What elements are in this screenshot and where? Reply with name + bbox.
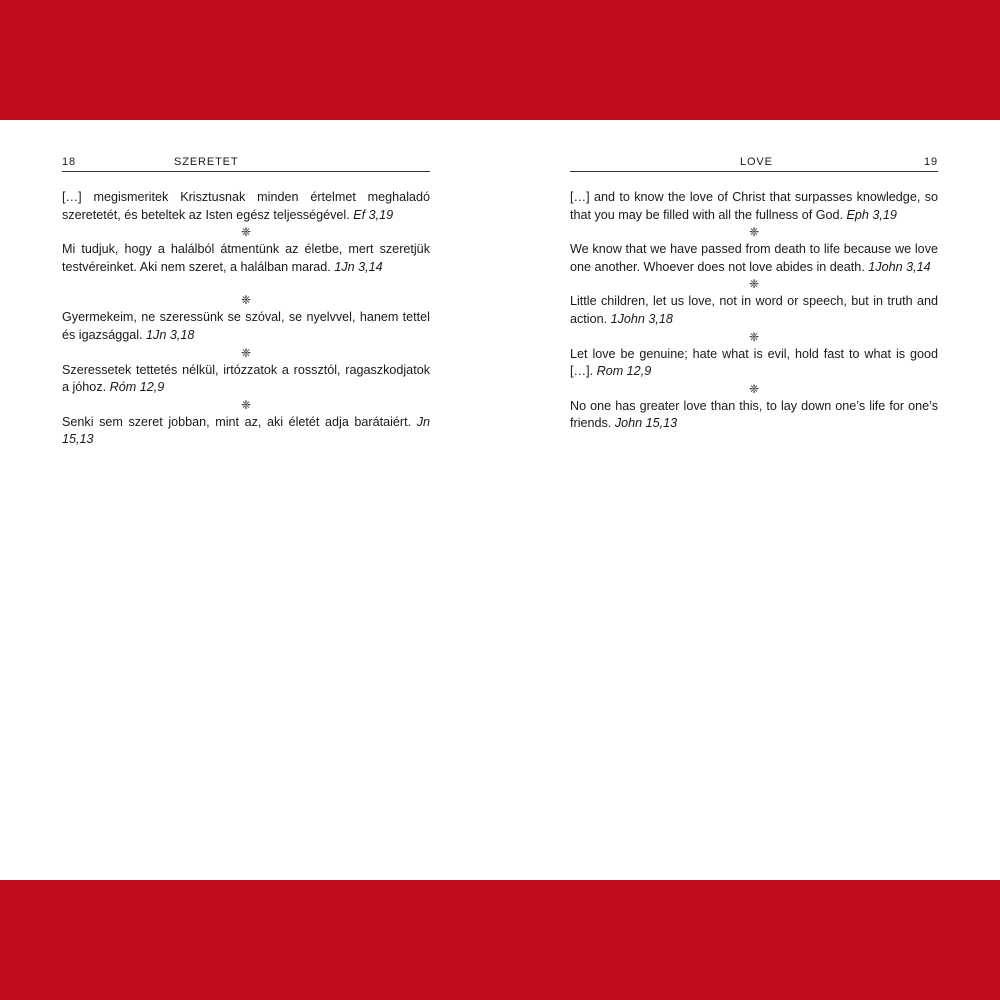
verse-text: Szeressetek tettetés nélkül, irtózzatok a rossztól, ragaszkodjatok a jóhoz. — [62, 362, 430, 395]
verse-text: Gyermekeim, ne szeressünk se szóval, se nyelvvel, hanem tettel és igazsággal. — [62, 310, 430, 342]
verse-text: Let love be genuine; hate what is evil, hold fast to what is good […]. — [570, 346, 938, 379]
left-page-body — [62, 189, 430, 449]
left-page — [62, 155, 430, 449]
right-running-title: LOVE — [740, 156, 773, 168]
verse-text: We know that we have passed from death to life because we love one another. Whoever does not love abides in death. — [570, 242, 938, 274]
left-page-number: 18 — [62, 156, 76, 168]
separator-ornament: ❈ — [240, 397, 252, 412]
verse — [570, 398, 938, 433]
right-page-header — [570, 155, 938, 172]
verse-reference: Jn 15,13 — [62, 414, 430, 447]
verse-reference: John 15,13 — [614, 416, 678, 431]
verse-text: Little children, let us love, not in word or speech, but in truth and action. — [570, 294, 938, 326]
separator-ornament: ❈ — [748, 225, 760, 240]
left-page-header — [62, 155, 430, 172]
verse — [62, 362, 430, 397]
verse — [570, 189, 938, 224]
left-running-title: SZERETET — [174, 156, 239, 168]
verse — [62, 241, 430, 276]
separator-ornament: ❈ — [240, 345, 252, 360]
verse-reference: 1John 3,18 — [610, 311, 673, 326]
separator-ornament: ❈ — [748, 381, 760, 396]
verse — [570, 241, 938, 276]
verse-reference: 1Jn 3,18 — [146, 327, 195, 342]
verse — [62, 414, 430, 449]
separator-ornament: ❈ — [240, 293, 252, 308]
verse — [62, 309, 430, 344]
verse-text: No one has greater love than this, to lay down one’s life for one’s friends. — [570, 398, 938, 431]
verse-reference: Eph 3,19 — [846, 207, 897, 222]
verse-reference: 1John 3,14 — [868, 259, 931, 274]
verse-text: […] megismeritek Krisztusnak minden értelmet meghaladó szeretetét, és beteltek az Isten egész teljességével. — [62, 190, 430, 222]
verse-reference: Róm 12,9 — [109, 380, 165, 395]
verse-reference: Rom 12,9 — [596, 364, 652, 379]
right-page-body — [570, 189, 938, 433]
separator-ornament: ❈ — [748, 329, 760, 344]
bottom-red-band — [0, 880, 1000, 1000]
verse-text: […] and to know the love of Christ that surpasses knowledge, so that you may be filled with all the fullness of God. — [570, 190, 938, 222]
top-red-band — [0, 0, 1000, 120]
verse — [62, 189, 430, 224]
separator-ornament: ❈ — [748, 277, 760, 292]
verse-text: Mi tudjuk, hogy a halálból átmentünk az életbe, mert szeretjük testvéreinket. Aki nem szeret, a halálban marad. — [62, 242, 430, 274]
verse — [570, 293, 938, 328]
separator-ornament: ❈ — [240, 225, 252, 240]
verse-text: Senki sem szeret jobban, mint az, aki életét adja barátaiért. — [62, 414, 412, 429]
right-page — [570, 155, 938, 433]
right-page-number: 19 — [924, 156, 938, 168]
verse-reference: Ef 3,19 — [353, 207, 394, 222]
verse-reference: 1Jn 3,14 — [334, 259, 383, 274]
verse — [570, 346, 938, 381]
